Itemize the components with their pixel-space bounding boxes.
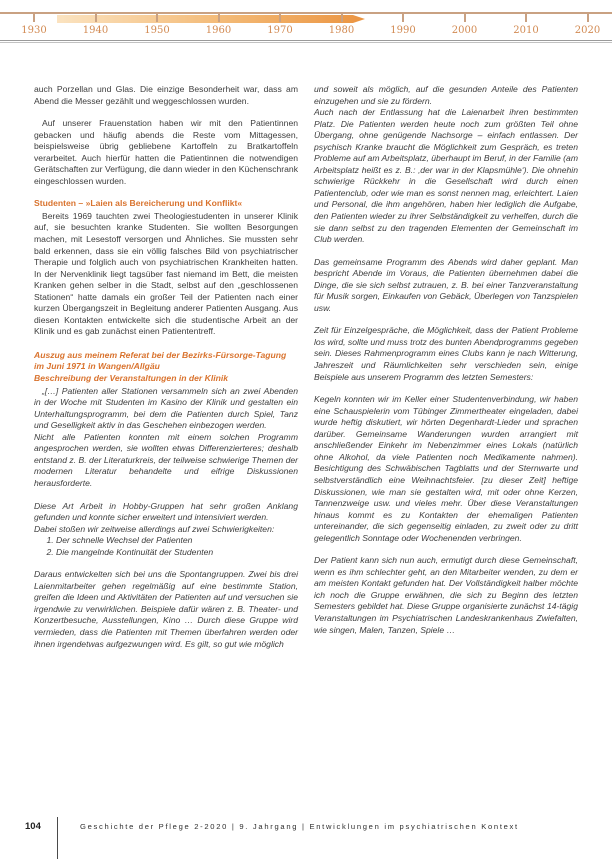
list-item: 1. Der schnelle Wechsel der Patienten — [56, 535, 298, 547]
footer-divider — [57, 817, 58, 859]
quote-paragraph: Der Patient kann sich nun auch, ermutigt durch diese Gemeinschaft, wenn es ihm schlechter geht, an den Mitarbeiter wenden, zu dem er am meisten Kontakt gefunden hat. Der Vollständigkeit halber möchte ich noch die Gruppe erwähnen, die sich zu Beginn des letzten Semesters gebildet hat. Diese Gruppe organisierte zunächst 14-tägig Veranstaltungen im Psychiatrischen Landeskrankenhaus Zwiefalten, wie singen, Malen, Tanzen, Spiele … — [314, 555, 578, 635]
numbered-list — [34, 535, 298, 558]
journal-title-line: Geschichte der Pflege 2-2020 | 9. Jahrgang | Entwicklungen im psychiatrischen Kontext — [80, 822, 519, 831]
page-number: 104 — [25, 821, 41, 832]
quote-paragraph: Dabei stoßen wir zeitweise allerdings auf zwei Schwierigkeiten: — [34, 523, 275, 534]
section-heading: Studenten – »Laien als Bereicherung und Konflikt« — [34, 198, 243, 209]
paragraph: auch Porzellan und Glas. Die einzige Besonderheit war, dass am Abend die Messer gezählt und weggeschlossen wurden. — [34, 84, 298, 106]
quote-paragraph: Diese Art Arbeit in Hobby-Gruppen hat sehr großen Anklang gefunden und konnte sicher erweitert und intensiviert werden. — [34, 500, 298, 523]
quote-paragraph: Kegeln konnten wir im Keller einer Studentenverbindung, wir haben eine Schauspielerin vom Tübinger Zimmertheater eingeladen, dabei wurde heftig diskutiert, wir hörten Degenhardt-Lieder und sprachen darüber. Gemeinsame Wanderungen wurden arrangiert mit anschließender Einkehr im Nebenzimmer eines Lokals (natürlich ohne Alkohol, da viele Patienten noch Medikamente nahmen). Besichtigung des Schwäbischen Tagblatts und der Sternwarte und selbstverständlich eine Weihnachtsfeier. [zu dieser Zeit] heftige Diskussionen, wie man sie gestalten wird, mit oder ohne Kerzen, Tannenzweige usw. und vieles mehr. Über diese Veranstaltungen hinaus kommt es zu Kontakten der ehemaligen Patienten untereinander, die sich gegenseitig einladen, zu zweit oder zu dritt gelegentlich Sonntage oder Wochenenden verbringen. — [314, 394, 578, 543]
text-column-right — [314, 84, 578, 636]
timeline-tick — [464, 12, 466, 22]
quote-paragraph: Nicht alle Patienten konnten mit einem solchen Programm angesprochen werden, sie wollten etwas Differenzierteres; deshalb entstand z. B. der Literaturkreis, der teilweise schwierige Themen der modernen Literatur behandelte und eifrige Diskussionen herausforderte. — [34, 431, 298, 488]
timeline-year-label: 2010 — [513, 25, 539, 36]
timeline-year-label: 1940 — [82, 25, 109, 36]
timeline-year-label: 2020 — [574, 25, 601, 36]
timeline-year-label: 1970 — [267, 25, 293, 36]
timeline-year-label: 1960 — [205, 25, 232, 36]
report-heading — [34, 350, 298, 385]
timeline-year-label: 1930 — [21, 25, 47, 36]
timeline-tick — [402, 12, 404, 22]
quote-paragraph: Das gemeinsame Programm des Abends wird daher geplant. Man bespricht Abende im Voraus, die Patienten übernehmen dabei die Dinge, die sie sich selbst zutrauen, z. B. bei einer Tanzveranstaltung für Musik sorgen, Einkaufen von Gebäck, Überlegen von Tanzspielen usw. — [314, 256, 578, 313]
quote-paragraph: Daraus entwickelten sich bei uns die Spontangruppen. Zwei bis drei Laienmitarbeiter gehen regelmäßig auf eine bestimmte Station, greifen die Ideen und Aktivitäten der Patienten auf und versuchen sie irgendwie zu verwirklichen. Beispiele dafür wären z. B. Theater- und Konzertbesuche, Ausstellungen, Kino … Durch diese Gruppe wird vermieden, dass die Patienten mit Themen überfahren werden oder ihnen irgendetwas aufgezwungen wird. Es gilt, so gut wie möglich — [34, 569, 298, 649]
timeline-tick — [218, 12, 220, 22]
timeline-tick — [587, 12, 589, 22]
timeline-axis — [0, 12, 612, 14]
paragraph: Bereits 1969 tauchten zwei Theologiestudenten in unserer Klinik auf, sie besuchten kranke Studenten. Sie wollten Besorgungen machen, mit Lesestoff versorgen und Ähnliches. Sie mussten sehr bald erkennen, dass sie ein völlig falsches Bild von psychiatrischer Therapie und folglich auch von psychiatrischen Krankheiten hatten. In der Nervenklinik liegt tagsüber fast niemand im Bett, die meisten Kranken gehen selber in die Stadt, selbst auf den „geschlossenen Stationen“ hatte damals ein großer Teil der Patienten nach einer kurzen Übergangszeit in Begleitung anderer Patienten Ausgang. Aus diesen Kontakten entwickelte sich die studentische Arbeit an der Klinik und es gab zunächst einen Patiententreff. — [34, 210, 298, 337]
list-item: 2. Die mangelnde Kontinuität der Studenten — [56, 547, 298, 559]
quote-paragraph: Auch nach der Entlassung hat die Laienarbeit ihren bestimmten Platz. Die Patienten werden heute noch zum größten Teil ohne Übergang, ohne genügende Nachsorge – einfach entlassen. Der psychisch Kranke braucht die Möglichkeit zum Gespräch, es treten Probleme auf am Arbeitsplatz, überhaupt im Beruf, in der Familie (am Arbeitsplatz heißt es z. B.: ‚der war in der Klapsmühle‘). Die ohnehin schwierige Rückkehr in die Gesellschaft wird durch einen Patientenclub, oder wie man es sonst nennen mag, erleichtert. Laien und Personal, die ihm angehören, haben hier lediglich die Aufgabe, den Patienten wieder zu ihrer Selbständigkeit zu verhelfen, durch die sie dann selbst zu den tragenden Elementen der Gemeinschaft im Club werden. — [314, 107, 578, 245]
timeline-year-label: 1980 — [328, 25, 355, 36]
paragraph: Auf unserer Frauenstation haben wir mit den Patientinnen gebacken und häufig abends die Reste vom Mittagessen, beispielsweise übrig gebliebene Kartoffeln zu Bratkartoffeln verarbeitet. Auch hierfür hatten die Patientinnen die notwendigen Gerätschaften zur Verfügung, die dann wieder in den Küchenschrank eingeschlossen wurden. — [34, 118, 298, 186]
report-heading-line: Auszug aus meinem Referat bei der Bezirks-Fürsorge-Tagung im Juni 1971 in Wangen/Allgäu — [34, 349, 287, 372]
timeline-year-label: 1990 — [390, 25, 416, 36]
timeline-bottom-rule — [0, 40, 612, 43]
timeline-tick — [525, 12, 527, 22]
timeline-year-label: 1950 — [144, 25, 170, 36]
timeline-tick — [33, 12, 35, 22]
timeline-tick — [95, 12, 97, 22]
text-column-left — [34, 84, 298, 650]
timeline-year-label: 2000 — [451, 25, 478, 36]
timeline-tick — [156, 12, 158, 22]
timeline-tick — [341, 12, 343, 22]
report-heading-line: Beschreibung der Veranstaltungen in der Klinik — [34, 373, 229, 384]
timeline-highlight-band — [57, 15, 365, 23]
quote-paragraph: Zeit für Einzelgespräche, die Möglichkeit, dass der Patient Probleme los wird, sollte und muss trotz des bunten Abendprogramms gegeben sein. Dieses Rahmenprogramm eines Clubs kann je nach Witterung, Jahreszeit und Räumlichkeiten sehr verschieden sein, einige Beispiele aus unserem Programm des letzten Semesters: — [314, 325, 578, 382]
timeline-tick — [279, 12, 281, 22]
quote-paragraph: „[…] Patienten aller Stationen versammeln sich an zwei Abenden in der Woche mit Studenten im Kasino der Klinik und gestalten ein Unterhaltungsprogramm, bei dem die Patienten durch Spiel, Tanz und Geselligkeit aktiv in das Geschehen einbezogen werden. — [34, 385, 298, 431]
quote-paragraph: und soweit als möglich, auf die gesunden Anteile des Patienten einzugehen und sie zu fördern. — [314, 84, 578, 106]
